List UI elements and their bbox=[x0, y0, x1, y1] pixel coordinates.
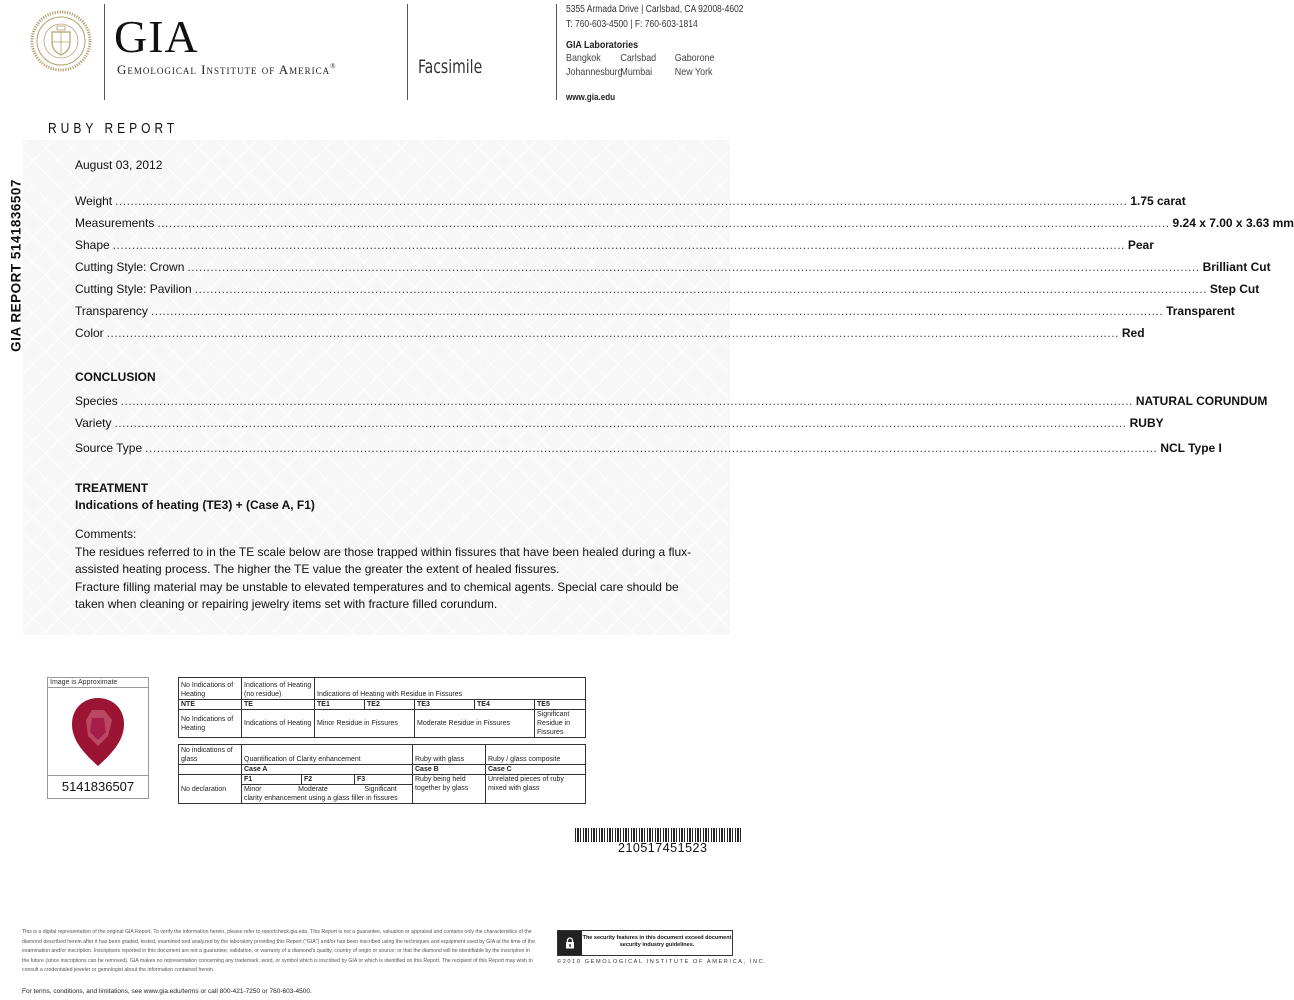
registered-mark: ® bbox=[330, 62, 337, 71]
detail-value: Red bbox=[1121, 326, 1145, 340]
f-description: clarity enhancement using a glass filler in fissures bbox=[244, 795, 398, 802]
f-level: Moderate bbox=[298, 786, 328, 793]
table-cell: TE1 bbox=[315, 700, 365, 710]
logo-subtitle-text: Gemological Institute of America bbox=[117, 62, 331, 77]
table-cell: Indications of Heating bbox=[242, 710, 315, 738]
phone-fax-line: T: 760-603-4500 | F: 760-603-1814 bbox=[566, 19, 698, 30]
glass-scale-table bbox=[178, 744, 586, 804]
comments-paragraph: Fracture filling material may be unstable to elevated temperatures and to chemical agents. Special care should be taken when cleaning or repairing jewelry items set with fracture filled corundum. bbox=[75, 579, 679, 611]
table-cell: No indications of glass bbox=[179, 745, 242, 765]
conclusion-row-species bbox=[75, 394, 1268, 408]
f-level: Significant bbox=[364, 786, 397, 793]
disclaimer-text: This is a digital representation of the original GIA Report. To verify the information herein, please refer to reportcheck.gia.edu. This Report is not a guarantee, valuation or appraisal and contains only the characteristics of the diamond described herein after it has been graded, tested, examined and analyzed by the laboratory providing this Report ("GIA") and/or has been inscribed using the techniques and equipment used by GIA at the time of the examination and/or inscription. Inscriptions reported in this document are not a guarantee, validation, or warranty of a diamond's quality, country of origin or source; or that the diamond will be identifiable by the inscription in the future (since inscriptions can be removed). GIA makes no representation concerning any trademark, word, or symbol which is inscribed by GIA or which is identified on this Report. The recipient of this Report may wish to consult a credentialed jeweler or gemologist about the information contained herein. bbox=[22, 929, 535, 974]
gia-seal-logo-icon bbox=[30, 10, 92, 72]
detail-row-shape bbox=[75, 238, 1154, 252]
report-title: RUBY REPORT bbox=[48, 120, 179, 137]
leader-dots bbox=[113, 238, 1125, 252]
conclusion-row-variety bbox=[75, 416, 1164, 430]
treatment-value: Indications of heating (TE3) + (Case A, F1) bbox=[75, 498, 315, 512]
table-cell bbox=[179, 765, 242, 775]
detail-label: Shape bbox=[75, 238, 110, 252]
table-cell: Case B bbox=[413, 765, 486, 775]
header-divider bbox=[556, 4, 557, 100]
detail-value: 9.24 x 7.00 x 3.63 mm bbox=[1172, 216, 1294, 230]
table-cell: Minor Residue in Fissures bbox=[315, 710, 415, 738]
conclusion-value: NATURAL CORUNDUM bbox=[1135, 394, 1268, 408]
detail-row-transparency bbox=[75, 304, 1235, 318]
detail-value: Pear bbox=[1127, 238, 1154, 252]
leader-dots bbox=[114, 416, 1126, 430]
table-cell: Ruby being held together by glass bbox=[413, 775, 486, 804]
gem-image-box bbox=[47, 677, 149, 799]
lab-location: Carlsbad bbox=[620, 52, 657, 64]
f-level: Minor bbox=[244, 786, 262, 793]
table-cell: Indications of Heating (no residue) bbox=[242, 678, 315, 700]
leader-dots bbox=[195, 282, 1207, 296]
table-cell: TE4 bbox=[475, 700, 535, 710]
detail-row-weight bbox=[75, 194, 1186, 208]
table-cell: TE5 bbox=[535, 700, 586, 710]
table-cell: Quantification of Clarity enhancement bbox=[242, 745, 413, 765]
table-cell: F3 bbox=[355, 775, 413, 785]
detail-label: Measurements bbox=[75, 216, 155, 230]
f-levels bbox=[244, 785, 397, 794]
pear-ruby-icon bbox=[70, 696, 126, 768]
report-date: August 03, 2012 bbox=[75, 158, 163, 172]
side-report-number: GIA REPORT 5141836507 bbox=[8, 179, 24, 352]
detail-label: Transparency bbox=[75, 304, 148, 318]
table-cell: Indications of Heating with Residue in Fissures bbox=[315, 678, 586, 700]
conclusion-heading: CONCLUSION bbox=[75, 370, 156, 384]
barcode bbox=[575, 828, 743, 842]
gia-logo-text: GIA bbox=[114, 11, 199, 62]
header-divider bbox=[407, 4, 408, 100]
security-text: The security features in this document exceed document security industry guidelines. bbox=[582, 935, 732, 948]
conclusion-value: NCL Type I bbox=[1160, 441, 1222, 455]
conclusion-value: RUBY bbox=[1129, 416, 1164, 430]
conclusion-label: Variety bbox=[75, 416, 112, 430]
heating-scale-table bbox=[178, 677, 586, 738]
detail-label: Weight bbox=[75, 194, 113, 208]
table-cell: No declaration bbox=[179, 775, 242, 804]
detail-row-measurements bbox=[75, 216, 1294, 230]
lab-location: Gaborone bbox=[674, 52, 715, 64]
detail-value: Brilliant Cut bbox=[1202, 260, 1271, 274]
detail-row-crown bbox=[75, 260, 1271, 274]
security-notice bbox=[557, 930, 733, 956]
leader-dots bbox=[107, 326, 1119, 340]
table-cell: Significant Residue in Fissures bbox=[535, 710, 586, 738]
barcode-number: 210517451523 bbox=[618, 841, 708, 855]
lab-location: Johannesburg bbox=[566, 66, 623, 78]
website-link[interactable]: www.gia.edu bbox=[566, 92, 616, 103]
conclusion-label: Source Type bbox=[75, 441, 143, 455]
detail-value: 1.75 carat bbox=[1130, 194, 1186, 208]
lock-icon bbox=[558, 931, 582, 955]
table-cell: No Indications of Heating bbox=[179, 710, 242, 738]
detail-value: Transparent bbox=[1166, 304, 1235, 318]
address-line: 5355 Armada Drive | Carlsbad, CA 92008-4602 bbox=[566, 4, 744, 15]
table-cell: No Indications of Heating bbox=[179, 678, 242, 700]
table-cell: F2 bbox=[302, 775, 355, 785]
comments-paragraph: The residues referred to in the TE scale below are those trapped within fissures that have been healed during a flux-assisted heating process. The higher the TE value the greater the extent of healed fissures. bbox=[75, 544, 692, 576]
table-cell: Moderate Residue in Fissures bbox=[415, 710, 535, 738]
table-cell: TE bbox=[242, 700, 315, 710]
copyright: ©2010 GEMOLOGICAL INSTITUTE OF AMERICA, INC. bbox=[557, 959, 768, 965]
labs-title: GIA Laboratories bbox=[566, 39, 639, 51]
conclusion-label: Species bbox=[75, 394, 118, 408]
leader-dots bbox=[115, 194, 1127, 208]
lab-location: New York bbox=[674, 66, 713, 78]
detail-label: Cutting Style: Crown bbox=[75, 260, 185, 274]
detail-label: Color bbox=[75, 326, 104, 340]
leader-dots bbox=[145, 441, 1157, 455]
table-cell: TE2 bbox=[365, 700, 415, 710]
table-cell: TE3 bbox=[415, 700, 475, 710]
table-cell bbox=[242, 785, 413, 804]
lab-location: Bangkok bbox=[566, 52, 601, 64]
labs-list bbox=[566, 52, 726, 78]
leader-dots bbox=[157, 216, 1169, 230]
lab-location: Mumbai bbox=[620, 66, 653, 78]
table-cell: Ruby / glass composite bbox=[486, 745, 586, 765]
treatment-heading: TREATMENT bbox=[75, 481, 149, 495]
leader-dots bbox=[187, 260, 1199, 274]
facsimile-label: Facsimile bbox=[418, 56, 483, 78]
comments-block bbox=[75, 526, 695, 614]
table-cell: Ruby with glass bbox=[413, 745, 486, 765]
gem-report-number: 5141836507 bbox=[48, 775, 148, 798]
table-cell: F1 bbox=[242, 775, 302, 785]
leader-dots bbox=[121, 394, 1133, 408]
detail-label: Cutting Style: Pavilion bbox=[75, 282, 192, 296]
conclusion-row-source bbox=[75, 441, 1222, 455]
gia-logo-subtitle bbox=[117, 62, 336, 78]
leader-dots bbox=[151, 304, 1163, 318]
header-divider bbox=[104, 4, 105, 100]
detail-value: Step Cut bbox=[1209, 282, 1260, 296]
table-cell: Case C bbox=[486, 765, 586, 775]
image-caption: Image is Approximate bbox=[48, 678, 148, 688]
detail-row-color bbox=[75, 326, 1145, 340]
terms-link[interactable]: For terms, conditions, and limitations, see www.gia.edu/terms or call 800-421-7250 or 760-603-4500. bbox=[22, 988, 312, 995]
table-cell: Unrelated pieces of ruby mixed with glass bbox=[486, 775, 586, 804]
table-cell: NTE bbox=[179, 700, 242, 710]
table-cell: Case A bbox=[242, 765, 413, 775]
detail-row-pavilion bbox=[75, 282, 1260, 296]
comments-heading: Comments: bbox=[75, 527, 137, 541]
